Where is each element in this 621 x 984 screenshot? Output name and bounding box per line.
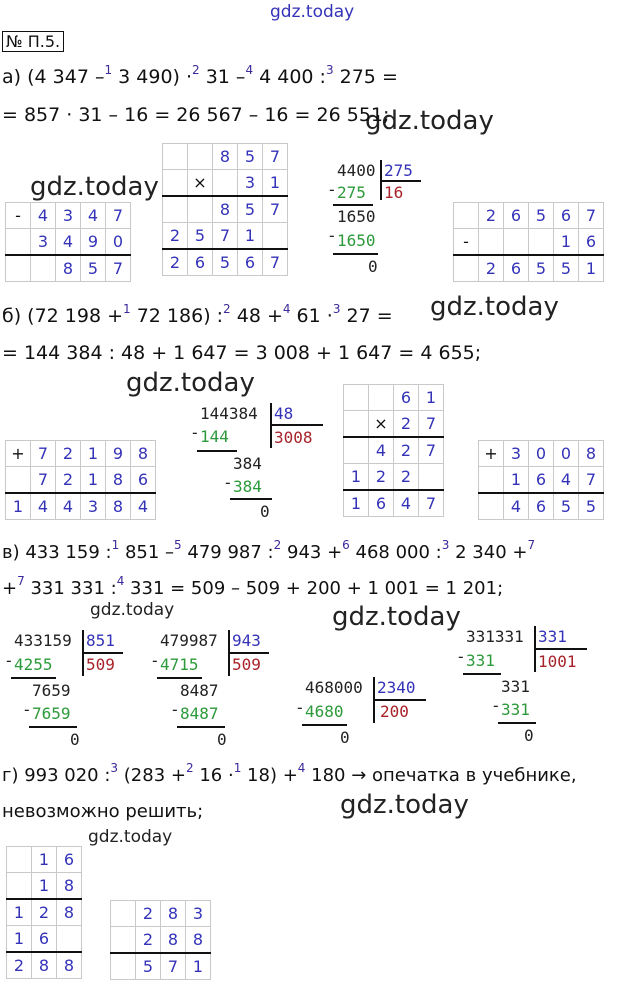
watermark: gdz.today [340,790,469,820]
part-g-expression: г) 993 020 :$^3$ (283 +$^2$ 16 ·$^1$ 18) +$^4$ 180 → опечатка в учебнике, [2,761,577,786]
watermark: gdz.today [365,106,494,136]
addition-grid: + 3 0 0 8 1 6 4 7 4 6 5 5 [478,440,604,520]
watermark: gdz.today [332,602,461,632]
part-v-solution: +$^7$ 331 331 :$^4$ 331 = 509 – 509 + 200 + 1 001 = 1 201; [2,574,504,599]
part-b-solution: = 144 384 : 48 + 1 647 = 3 008 + 1 647 = 4 655; [2,342,482,364]
multiplication-grid: 1 6 1 8 1 2 8 1 6 2 8 8 [6,846,82,979]
watermark: gdz.today [126,368,255,398]
part-v-expression: в) 433 159 :$^1$ 851 –$^5$ 479 987 :$^2$ 943 +$^6$ 468 000 :$^3$ 2 340 +$^7$ [2,538,536,563]
watermark: gdz.today [90,600,175,620]
addition-grid: + 7 2 1 9 8 7 2 1 8 6 1 4 4 3 8 4 [5,440,156,520]
part-a-expression: а) (4 347 –$^1$ 3 490) ·$^2$ 31 –$^4$ 4 400 :$^3$ 275 = [2,63,398,88]
watermark: gdz.today [430,292,559,322]
addition-grid: 2 8 3 2 8 8 5 7 1 [110,900,211,980]
watermark: gdz.today [270,2,355,22]
subtraction-grid: - 4 3 4 7 3 4 9 0 8 5 7 [5,202,131,282]
watermark: gdz.today [88,827,173,847]
multiplication-grid: 8 5 7 × 3 1 8 5 7 2 5 7 1 2 6 5 6 7 [162,143,288,276]
part-a-solution: = 857 · 31 – 16 = 26 567 – 16 = 26 551; [2,104,390,126]
problem-number: № П.5. [2,31,64,52]
subtraction-grid: 2 6 5 6 7 - 1 6 2 6 5 5 1 [453,202,604,282]
part-b-expression: б) (72 198 +$^1$ 72 186) :$^2$ 48 +$^4$ 61 ·$^3$ 27 = [2,302,393,327]
multiplication-grid: 6 1 × 2 7 4 2 7 1 2 2 1 6 4 7 [343,384,444,517]
watermark: gdz.today [30,172,159,202]
part-g-note: невозможно решить; [2,801,204,822]
